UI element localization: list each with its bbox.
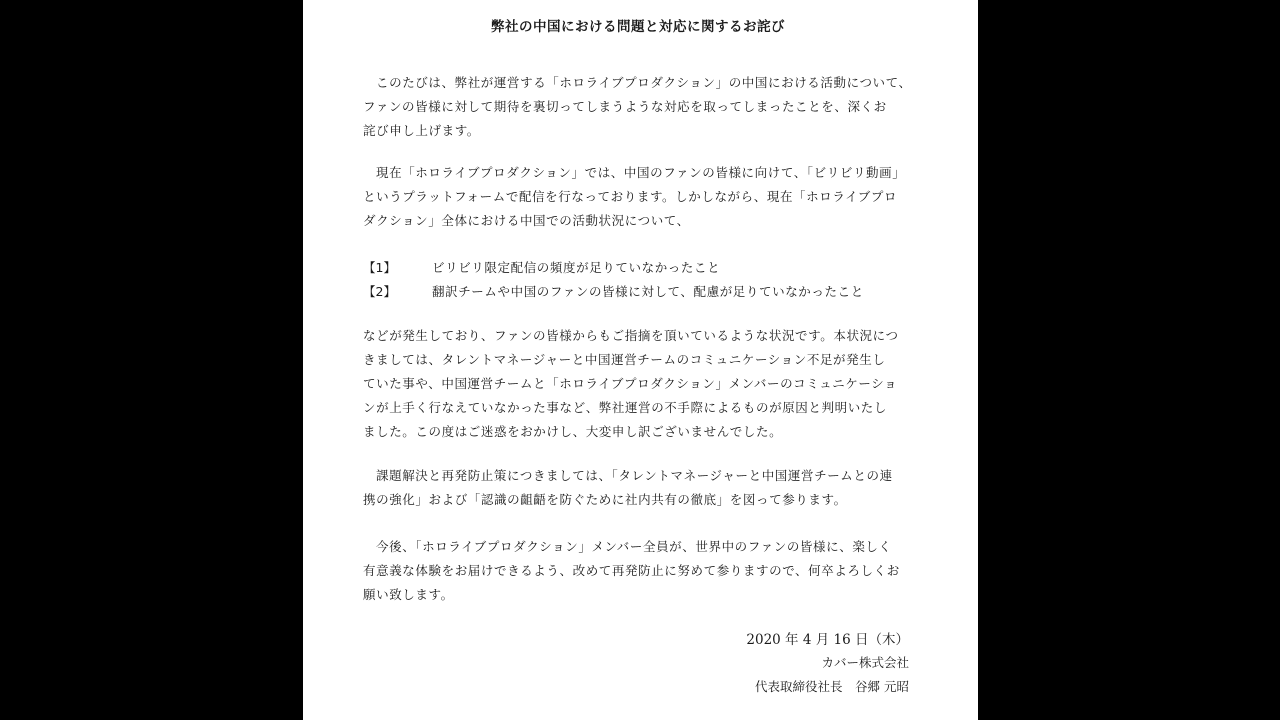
document-page [303, 0, 978, 720]
paragraph-5-line-2: 有意義な体験をお届けできるよう、改めて再発防止に努めて参りますので、何卒よろしくお [363, 563, 900, 578]
paragraph-4-line-2: 携の強化」および「認識の齟齬を防ぐために社内共有の徹底」を図って参ります。 [363, 492, 847, 507]
signature-company: カバー株式会社 [821, 655, 909, 670]
paragraph-3-line-4: ンが上手く行なえていなかった事など、弊社運営の不手際によるものが原因と判明いたし [363, 400, 888, 415]
paragraph-3-line-5: ました。この度はご迷惑をおかけし、大変申し訳ございませんでした。 [363, 424, 783, 439]
paragraph-3-line-2: きましては、タレントマネージャーと中国運営チームのコミュニケーション不足が発生し [363, 352, 886, 367]
paragraph-3-line-1: などが発生しており、ファンの皆様からもご指摘を頂いているような状況です。本状況につ [363, 328, 899, 343]
item-2-text: 翻訳チームや中国のファンの皆様に対して、配慮が足りていなかったこと [432, 284, 864, 299]
paragraph-1-line-2: ファンの皆様に対して期待を裏切ってしまうような対応を取ってしまったことを、深くお [363, 99, 887, 114]
item-1-number: 【1】 [363, 260, 396, 275]
document-title: 弊社の中国における問題と対応に関するお詫び [491, 19, 785, 35]
paragraph-3-line-3: ていた事や、中国運営チームと「ホロライブプロダクション」メンバーのコミュニケーショ [363, 376, 898, 391]
paragraph-1-line-3: 詫び申し上げます。 [363, 123, 480, 138]
item-1-text: ビリビリ限定配信の頻度が足りていなかったこと [432, 260, 721, 275]
item-2-number: 【2】 [363, 284, 396, 299]
signature-representative: 代表取締役社長 谷郷 元昭 [755, 679, 909, 694]
paragraph-2-line-3: ダクション」全体における中国での活動状況について、 [363, 213, 690, 228]
paragraph-5-line-1: 今後、「ホロライブプロダクション」メンバー全員が、世界中のファンの皆様に、楽しく [376, 539, 892, 554]
signature-date: 2020 年 4 月 16 日（木） [746, 632, 909, 648]
paragraph-4-line-1: 課題解決と再発防止策につきましては、「タレントマネージャーと中国運営チームとの連 [376, 468, 893, 483]
paragraph-2-line-2: というプラットフォームで配信を行なっております。しかしながら、現在「ホロライブプロ [363, 189, 898, 204]
paragraph-2-line-1: 現在「ホロライブプロダクション」では、中国のファンの皆様に向けて、「ビリビリ動画」 [376, 165, 906, 180]
paragraph-5-line-3: 願い致します。 [363, 587, 454, 602]
paragraph-1-line-1: このたびは、弊社が運営する「ホロライブプロダクション」の中国における活動について、 [376, 75, 912, 90]
